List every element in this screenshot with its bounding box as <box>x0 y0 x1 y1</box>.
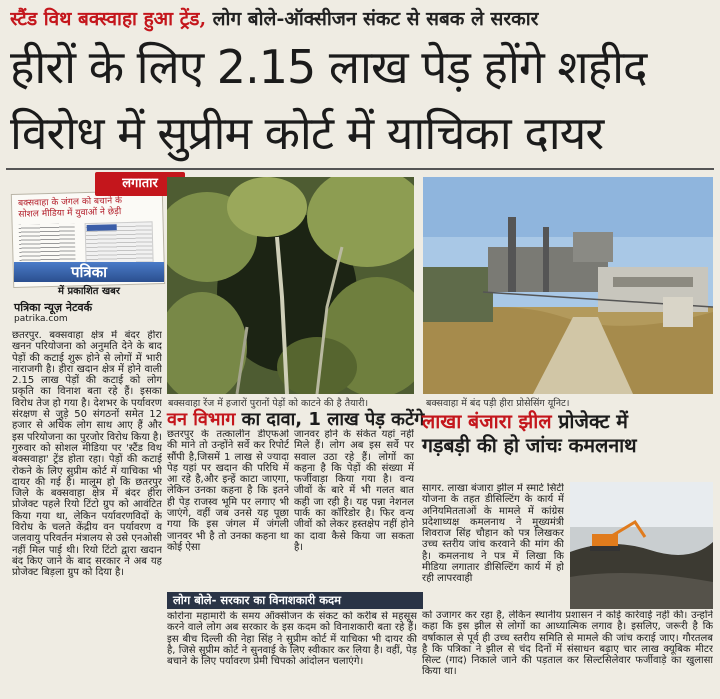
lakha-subhead-red: लाखा बंजारा झील <box>422 410 552 433</box>
clip-headline-1: बक्सवाहा के जंगल को बचाने के <box>17 196 123 209</box>
main-story-body: छतरपुर. बक्सवाहा क्षेत्र में बंदर हीरा खनन परियोजना को अनुमति देने के बाद पेड़ों की कटाई शुरू होने से लोगों में भारी नाराजगी है। हीरा खदान क्षेत्र में होने वाली 2.15 लाख पेड़ों की कटाई को लोग प्रकृति का विनाश बता रहे हैं। इसका विरोध तेज हो गया है। देशभर के पर्यावरण संरक्षण से जुड़े 50 संगठनों समेत 12 हजार से अधिक लोग साथ आए हैं और इस परियोजना का पुरजोर विरोध किया है। गुरुवार को सोशल मीडिया पर 'स्टैंड विथ बक्सवाहा' ट्रेंड होता रहा। पेड़ों की कटाई रोकने के लिए सुप्रीम कोर्ट में याचिका भी दायर की गई है। मालूम हो कि छतरपुर जिले के बक्सवाहा क्षेत्र में बंदर हीरा प्रोजेक्ट पहले रियो टिंटो ग्रुप को आवंटित किया गया था, लेकिन पर्यावरणविदों के विरोध के चलते केंद्रीय वन पर्यावरण व जलवायु परिवर्तन मंत्रालय से उसे एनओसी नहीं मिल पाई थी। रियो टिंटो द्वारा खदान बंद किए जाने के बाद सरकार ने अब यह प्रोजेक्ट बिड़ला ग्रुप को दिया है। <box>12 330 162 579</box>
divider <box>6 168 714 170</box>
lakha-subhead-line-2: गड़बड़ी की हो जांचः कमलनाथ <box>422 434 637 457</box>
box-body: कोरोना महामारी के समय ऑक्सीजन के संकट को करीब से महसूस करने वाले लोग अब सरकार के इस कदम को विनाशकारी बता रहे हैं। इस बीच दिल्ली की नेहा सिंह ने सुप्रीम कोर्ट में याचिका भी दायर की है, जिसे सुप्रीम कोर्ट ने सुनवाई के लिए स्वीकार कर लिया है। वहीं, पेड़ बचाने के लिए पर्यावरण प्रेमी चिपको आंदोलन चलाएंगे। <box>167 611 417 668</box>
lakha-subhead <box>422 410 637 458</box>
lakha-subhead-rest: प्रोजेक्ट में <box>551 410 628 433</box>
lake-excavator-photo <box>570 482 713 609</box>
lakha-body-col-2: को उजागर कर रहा है, लेकिन स्थानीय प्रशासन ने कोई कार्रवाई नहीं की। उन्होंने कहा कि इस झील से लोगों का आध्यात्मिक लगाव है। इसलिए, जरूरी है कि वर्षाकाल से पूर्व ही उच्च स्तरीय समिति से मामले की जांच कराई जाए। गौरतलब है कि पत्रिका ने झील से चंद दिनों में संसाधन बढ़ाए चार लाख क्यूबिक मीटर सिल्ट (गाद) निकाले जाने की पड़ताल कर सिल्टसिलेवार फर्जीवाड़े का खुलासा किया था। <box>422 610 713 678</box>
kicker-dark: लोग बोले-ऑक्सीजन संकट से सबक ले सरकार <box>206 8 539 30</box>
forest-subhead <box>167 407 424 431</box>
forest-subhead-rest: का दावा, 1 लाख पेड़ कटेंगे <box>235 409 425 430</box>
clip-badge <box>87 224 117 231</box>
forest-body-col-1: छतरपुर के तत्कालीन डीएफओ की माने तो उन्होंने सर्वे कर रिपोर्ट सौंपी है,जिसमें 1 लाख से ज्यादा पेड़ यहां पर खदान की परिधि में आ रहे है,और इन्हें काटा जाएगा, लेकिन उनका कहना है कि इतने ही पेड़ राजस्व भूमि पर लगाए भी जाएंगे, वहीं जब उनसे यह पूछा गया कि इस जंगल में जंगली जानवर भी है तो उनका कहना था कोई ऐसा <box>167 429 289 553</box>
kicker-line <box>10 4 710 34</box>
forest-photo-caption: बक्सवाहा रेंज में हजारों पुरानों पेड़ों को काटने की है तैयारी। <box>168 398 369 409</box>
box-subhead: लोग बोले- सरकार का विनाशकारी कदम <box>167 592 423 609</box>
lakha-body-col-1: सागर. लाखा बंजारा झील में स्मार्ट सिटी योजना के तहत डीसिल्टिंग के कार्य में अनियमितताओं के मामले में कांग्रेस प्रदेशाध्यक्ष कमलनाथ ने मुख्यमंत्री शिवराज सिंह चौहान को पत्र लिखकर उच्च स्तरीय जांच करवाने की मांग की है। कमलनाथ ने पत्र में लिखा कि मीडिया लगातार डीसिल्टिंग कार्य में हो रही लापरवाही <box>422 483 564 585</box>
clip-headline-2: सोशल मीडिया में युवाओं ने छेड़ी <box>18 207 122 220</box>
forest-body-col-2: जानवर होने के संकेत यहां नहीं मिले हैं। लोग अब इस सर्वे पर सवाल उठा रहे हैं। लोगों का कहना है कि पेड़ों की संख्या में फर्जीवाड़ा किया गया है। वन्य जीवों के बारे में भी गलत बात कही जा रही है। यह पन्ना नेशनल पार्क का कॉरिडोर है। फिर वन्य जीवों को लेकर हस्तक्षेप नहीं होने का दावा कैसे किया जा सकता है। <box>294 429 414 553</box>
site-url: patrika.com <box>14 314 68 324</box>
byline: पत्रिका न्यूज़ नेटवर्क <box>14 301 93 314</box>
published-label: में प्रकाशित खबर <box>58 286 120 297</box>
processing-unit-photo <box>423 177 713 394</box>
lagataar-label: लगातार <box>95 172 185 196</box>
processing-unit-caption: बक्सवाहा में बंद पड़ी हीरा प्रोसेसिंग यूनिट। <box>426 398 570 409</box>
patrika-badge: पत्रिका <box>14 262 164 282</box>
forest-photo <box>167 177 414 394</box>
forest-subhead-red: वन विभाग <box>167 409 236 430</box>
kicker-red: स्टैंड विथ बक्स्वाहा हुआ ट्रेंड, <box>10 8 207 30</box>
headline-line-1: हीरों के लिए 2.15 लाख पेड़ होंगे शहीद <box>10 40 647 94</box>
headline-line-2: विरोध में सुप्रीम कोर्ट में याचिका दायर <box>10 106 604 160</box>
